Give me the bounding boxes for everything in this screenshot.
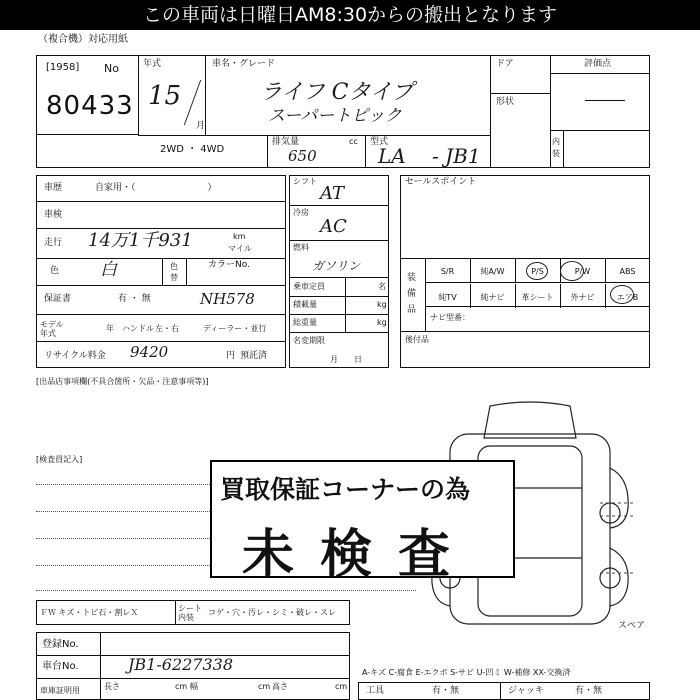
- cc-unit: cc: [349, 137, 358, 146]
- capacity-header: 乗車定員: [293, 282, 325, 291]
- recycle-status: 預託済: [240, 351, 268, 361]
- mileage-value: 14万1千931: [88, 230, 193, 251]
- cm-unit-1: cm: [175, 682, 188, 691]
- month-unit: 月: [196, 121, 206, 131]
- pw-circle: [560, 261, 584, 281]
- warranty-options: 有 ・ 無: [118, 294, 151, 304]
- tools-block: [358, 682, 650, 700]
- chassis-value: JB1-6227338: [128, 655, 234, 674]
- car-name-line2: スーパートピック: [268, 106, 402, 126]
- equipment-header: 装備品: [407, 273, 417, 315]
- airbag-circle: [610, 285, 634, 304]
- sales-point-header: セールスポイント: [405, 177, 477, 187]
- navi-model-label: ナビ型番：: [430, 313, 470, 322]
- color-change-header: 色替: [170, 262, 178, 282]
- gross-unit: kg: [377, 318, 387, 327]
- equipment-item: エアB: [616, 293, 639, 302]
- equipment-item: 純A/W: [480, 267, 505, 276]
- km-unit: km: [233, 232, 246, 241]
- stamp-line1: 買取保証コーナーの為: [220, 475, 471, 504]
- recycle-value: 9420: [130, 343, 169, 361]
- fuel-value: ガソリン: [312, 259, 361, 273]
- model-code: - JB1: [432, 144, 481, 168]
- registration-header: 登録No.: [42, 639, 79, 650]
- certificate-header: 車庫証明用: [40, 686, 80, 695]
- chassis-header: 車台No.: [42, 661, 79, 672]
- fuel-header: 燃料: [293, 243, 309, 252]
- damage-legend: A-キズ C-腐食 E-エクボ S-サビ U-凹ミ W-補修 XX-交換済: [362, 668, 571, 677]
- shift-value: AT: [320, 183, 345, 204]
- ps-circle: [526, 262, 548, 280]
- equipment-item: 純TV: [438, 293, 457, 302]
- seat-notes: コゲ・穴・汚レ・シミ・破レ・スレ: [208, 608, 336, 617]
- door-header: ドア: [496, 59, 514, 69]
- mileage-header: 走行: [44, 238, 63, 248]
- recycle-unit: 円: [226, 351, 236, 361]
- not-inspected-stamp: [210, 460, 515, 585]
- later-install-header: 後付品: [405, 335, 429, 344]
- cm-unit-2: cm: [258, 682, 271, 691]
- lot-label: No: [104, 62, 119, 75]
- handle-header: ハンドル: [122, 324, 154, 333]
- car-name-line1: ライフ Cタイプ: [260, 80, 414, 105]
- color-header: 色: [50, 266, 60, 276]
- tools-header: 工具: [366, 686, 385, 696]
- drive-type: 2WD ・ 4WD: [160, 144, 225, 155]
- tools-options: 有・無: [432, 686, 460, 696]
- model-type-header: 型式: [370, 137, 389, 147]
- warranty-header: 保証書: [44, 294, 72, 304]
- load-header: 積載量: [293, 300, 317, 309]
- form-subtitle: （複合機）対応用紙: [38, 34, 128, 45]
- mile-unit: マイル: [228, 244, 252, 253]
- name-change-unit: 月 日: [330, 355, 362, 364]
- seat-header: シート内装: [178, 604, 202, 622]
- year-header: 年式: [143, 59, 162, 69]
- notice-banner: この車両は日曜日AM8:30からの搬出となります: [0, 0, 700, 30]
- displacement-header: 排気量: [272, 137, 300, 147]
- jack-header: ジャッキ: [508, 686, 544, 696]
- height-label: 高さ: [272, 682, 288, 691]
- aircon-value: AC: [320, 216, 347, 237]
- load-unit: kg: [377, 300, 387, 309]
- capacity-unit: 名: [378, 282, 386, 291]
- shift-header: シフト: [293, 177, 317, 186]
- vehicle-details-block: [36, 175, 286, 368]
- handle-options: 左・右: [155, 324, 179, 333]
- gross-header: 総重量: [293, 318, 317, 327]
- cm-unit-3: cm: [335, 682, 348, 691]
- equipment-item: ABS: [619, 267, 636, 276]
- equipment-item: 外ナビ: [570, 293, 595, 302]
- history-options: 自家用・（ ）: [95, 183, 217, 193]
- interior-header: 内装: [552, 137, 560, 158]
- model-prefix: LA: [378, 144, 406, 168]
- inspection-header: 車検: [44, 210, 63, 220]
- year-unit: 年: [106, 324, 114, 333]
- stamp-line2: 未検査: [242, 525, 477, 585]
- grade-score-header: 評価点: [584, 59, 612, 69]
- jack-options: 有・無: [575, 686, 603, 696]
- spare-label: スペア: [618, 621, 646, 631]
- grade-score-value: [585, 100, 625, 101]
- equipment-item: 革シート: [521, 293, 554, 302]
- shape-header: 形状: [496, 97, 515, 107]
- model-year-header: モデル年式: [40, 320, 64, 338]
- width-label: 幅: [190, 682, 198, 691]
- equipment-item: P/W: [574, 267, 591, 276]
- color-value: 白: [100, 260, 117, 280]
- car-name-header: 車名・グレード: [212, 59, 276, 69]
- color-no-header: カラーNo.: [208, 260, 250, 270]
- lot-prefix: [1958]: [46, 62, 80, 73]
- outlet-notes-header: [出品店事項欄(不具合箇所・欠品・注意事項等)]: [36, 377, 209, 386]
- inspector-notes-header: [検査員記入]: [36, 455, 83, 464]
- year-value: 15: [148, 81, 182, 111]
- equipment-item: S/R: [440, 267, 455, 276]
- name-change-header: 名変期限: [293, 336, 325, 345]
- recycle-header: リサイクル料金: [44, 351, 106, 361]
- aircon-header: 冷房: [293, 208, 309, 217]
- equipment-item: P/S: [531, 267, 544, 276]
- displacement-value: 650: [288, 147, 317, 165]
- dealer-options: ディーラー・並行: [203, 324, 267, 333]
- history-header: 車歴: [44, 183, 63, 193]
- lot-number: 80433: [46, 91, 134, 121]
- length-label: 長さ: [104, 682, 120, 691]
- fw-header: ＦＷ キズ・トビ石・割レＸ: [40, 608, 139, 617]
- color-no-value: NH578: [200, 290, 255, 308]
- equipment-item: 純ナビ: [480, 293, 505, 302]
